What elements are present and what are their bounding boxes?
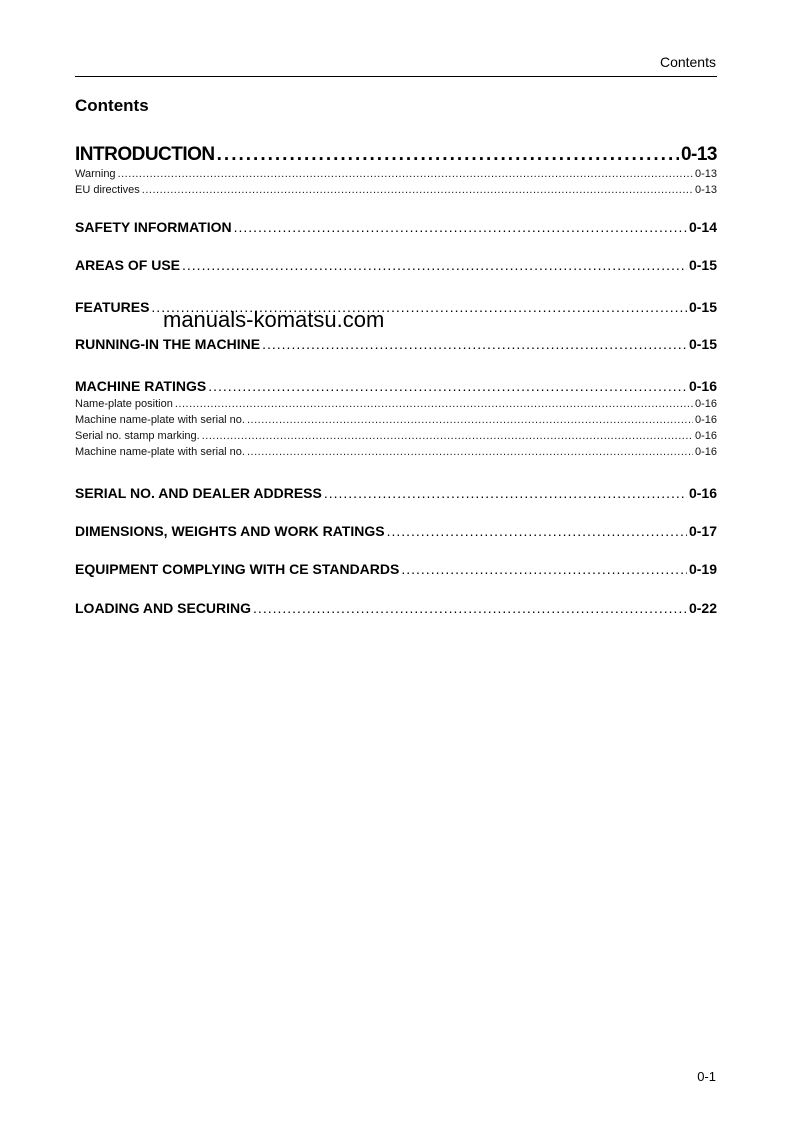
toc-subentry-eu-directives[interactable] bbox=[75, 184, 717, 200]
toc-entry-label: Machine name-plate with serial no. bbox=[75, 414, 245, 426]
toc-entry-label: SAFETY INFORMATION bbox=[75, 219, 232, 235]
toc-entry-label: Name-plate position bbox=[75, 398, 173, 410]
dot-leader bbox=[387, 523, 687, 539]
toc-subentry-warning[interactable] bbox=[75, 168, 717, 184]
dot-leader bbox=[208, 378, 687, 394]
dot-leader bbox=[142, 184, 693, 196]
toc-entry-page: 0-17 bbox=[688, 523, 717, 539]
toc-entry-page: 0-13 bbox=[680, 144, 717, 165]
dot-leader bbox=[247, 446, 693, 458]
toc-entry-label: INTRODUCTION bbox=[75, 144, 215, 165]
toc-entry-running-in[interactable] bbox=[75, 336, 717, 354]
toc-entry-label: LOADING AND SECURING bbox=[75, 600, 252, 616]
dot-leader bbox=[324, 485, 687, 501]
toc-entry-label: MACHINE RATINGS bbox=[75, 378, 207, 394]
dot-leader bbox=[401, 561, 687, 577]
toc-entry-dimensions[interactable] bbox=[75, 523, 717, 541]
dot-leader bbox=[217, 144, 679, 166]
toc-entry-serial-dealer-address[interactable] bbox=[75, 485, 717, 503]
dot-leader bbox=[234, 219, 687, 235]
toc-entry-label: Machine name-plate with serial no. bbox=[75, 446, 245, 458]
toc-entry-label: EU directives bbox=[75, 184, 140, 196]
dot-leader bbox=[118, 168, 693, 180]
toc-entry-page: 0-19 bbox=[688, 561, 717, 577]
dot-leader bbox=[202, 430, 693, 442]
toc-entry-machine-ratings[interactable] bbox=[75, 378, 717, 398]
dot-leader bbox=[247, 414, 693, 426]
toc-subentry-serial-stamp-marking[interactable] bbox=[75, 430, 717, 446]
toc-entry-page: 0-16 bbox=[688, 485, 717, 501]
toc-subentry-name-plate-position[interactable] bbox=[75, 398, 717, 414]
toc-entry-page: 0-16 bbox=[694, 446, 717, 458]
toc-entry-label: RUNNING-IN THE MACHINE bbox=[75, 336, 261, 352]
toc-subentry-machine-name-plate[interactable] bbox=[75, 414, 717, 430]
toc-entry-page: 0-15 bbox=[688, 336, 717, 352]
watermark-text: manuals-komatsu.com bbox=[163, 307, 385, 332]
toc-entry-page: 0-15 bbox=[688, 299, 717, 315]
toc-subentry-machine-name-plate-2[interactable] bbox=[75, 446, 717, 462]
toc-entry-page: 0-16 bbox=[694, 430, 717, 442]
toc-entry-label: FEATURES bbox=[75, 299, 150, 315]
toc-entry-page: 0-13 bbox=[694, 184, 717, 196]
page-number: 0-1 bbox=[697, 1069, 716, 1084]
toc-entry-loading-securing[interactable] bbox=[75, 600, 717, 618]
toc-entry-page: 0-16 bbox=[694, 414, 717, 426]
toc-entry-page: 0-13 bbox=[694, 168, 717, 180]
toc-entry-ce-equipment[interactable] bbox=[75, 561, 717, 579]
toc-entry-introduction[interactable] bbox=[75, 144, 717, 168]
toc-section-introduction bbox=[75, 144, 717, 200]
dot-leader bbox=[253, 600, 687, 616]
toc-entry-page: 0-16 bbox=[688, 378, 717, 394]
toc-entry-label: Warning bbox=[75, 168, 116, 180]
toc-entry-page: 0-16 bbox=[694, 398, 717, 410]
page-title: Contents bbox=[75, 96, 149, 115]
dot-leader bbox=[175, 398, 693, 410]
toc-entry-page: 0-15 bbox=[688, 257, 717, 273]
toc-entry-page: 0-22 bbox=[688, 600, 717, 616]
toc-entry-safety-information[interactable] bbox=[75, 219, 717, 237]
toc-entry-label: AREAS OF USE bbox=[75, 257, 181, 273]
toc-entry-label: EQUIPMENT COMPLYING WITH CE STANDARDS bbox=[75, 561, 400, 577]
toc-entry-label: SERIAL NO. AND DEALER ADDRESS bbox=[75, 485, 322, 501]
toc-entry-label: Serial no. stamp marking. bbox=[75, 430, 200, 442]
toc-entry-areas-of-use[interactable] bbox=[75, 257, 717, 275]
dot-leader bbox=[182, 257, 687, 273]
dot-leader bbox=[262, 336, 687, 352]
toc-entry-label: DIMENSIONS, WEIGHTS AND WORK RATINGS bbox=[75, 523, 385, 539]
toc-section-machine-ratings bbox=[75, 378, 717, 462]
header-divider bbox=[75, 76, 717, 77]
toc-entry-page: 0-14 bbox=[688, 219, 717, 235]
running-header: Contents bbox=[659, 54, 716, 70]
